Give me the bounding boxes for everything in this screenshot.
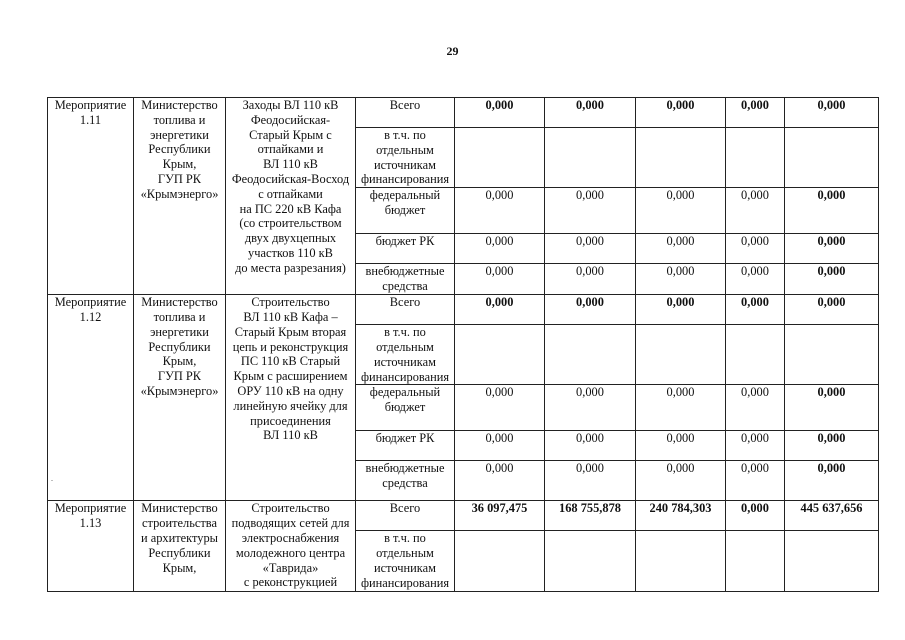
funding-source-line: Всего bbox=[389, 501, 421, 516]
funding-source-line: финансирования bbox=[360, 369, 450, 384]
page-number: 29 bbox=[446, 44, 459, 58]
value-col-1: 0,000 bbox=[455, 98, 545, 128]
event-name-cell-line: Строительство bbox=[251, 501, 330, 516]
event-name-cell-line: «Таврида» bbox=[262, 560, 319, 575]
funding-source-cell bbox=[356, 128, 455, 188]
event-name-cell-line: на ПС 220 кВ Кафа bbox=[239, 201, 342, 216]
value-total: 0,000 bbox=[785, 264, 879, 295]
executor-cell-line: Республики bbox=[148, 339, 211, 354]
value-col-2: 0,000 bbox=[545, 385, 636, 431]
value-col-1: 0,000 bbox=[455, 461, 545, 501]
event-name-cell-line: линейную ячейку для bbox=[233, 398, 348, 413]
value-total: 0,000 bbox=[785, 431, 879, 461]
funding-source-line: бюджет РК bbox=[375, 431, 435, 446]
event-name-cell-line: с отпайками bbox=[258, 186, 323, 201]
value-col-3 bbox=[636, 325, 726, 385]
value-total bbox=[785, 325, 879, 385]
value-col-1: 0,000 bbox=[455, 234, 545, 264]
executor-cell-line: Министерство bbox=[141, 98, 218, 112]
event-cell-line: Мероприятие bbox=[54, 295, 127, 310]
event-name-cell-line: цепь и реконструкция bbox=[232, 339, 349, 354]
funding-source-line: внебюджетные bbox=[365, 461, 445, 476]
executor-cell bbox=[134, 295, 226, 501]
event-cell-line: Мероприятие bbox=[54, 501, 127, 516]
value-col-1: 0,000 bbox=[455, 188, 545, 234]
executor-cell-line: строительства bbox=[142, 516, 217, 531]
event-name-cell-line: двух двухцепных bbox=[244, 231, 337, 246]
value-col-2: 0,000 bbox=[545, 188, 636, 234]
event-name-cell-line: ПС 110 кВ Старый bbox=[240, 354, 341, 369]
value-col-4 bbox=[726, 325, 785, 385]
funding-source-line: отдельным bbox=[376, 142, 434, 157]
executor-cell-line: топлива и bbox=[153, 112, 206, 127]
value-col-4: 0,000 bbox=[726, 461, 785, 501]
event-name-cell-line: Строительство bbox=[251, 295, 330, 310]
funding-source-line: отдельным bbox=[376, 339, 434, 354]
executor-cell-line: топлива и bbox=[153, 309, 206, 324]
value-col-4 bbox=[726, 531, 785, 591]
executor-cell-line: Республики bbox=[148, 142, 211, 157]
financing-table-body bbox=[48, 98, 879, 592]
table-row bbox=[48, 98, 879, 128]
value-col-4: 0,000 bbox=[726, 98, 785, 128]
value-col-2: 0,000 bbox=[545, 98, 636, 128]
stray-mark: . bbox=[51, 474, 53, 483]
funding-source-line: федеральный bbox=[369, 188, 441, 203]
event-name-cell-line: с реконструкцией bbox=[243, 575, 338, 590]
funding-source-cell bbox=[356, 234, 455, 264]
executor-cell-line: «Крымэнерго» bbox=[140, 186, 219, 201]
event-cell-line: 1.11 bbox=[79, 112, 102, 127]
event-name-cell-line: подводящих сетей для bbox=[231, 516, 350, 531]
event-name-cell-line: Старый Крым с bbox=[249, 127, 332, 142]
value-col-3: 0,000 bbox=[636, 461, 726, 501]
value-total: 0,000 bbox=[785, 98, 879, 128]
funding-source-line: финансирования bbox=[360, 575, 450, 590]
executor-cell-line: энергетики bbox=[150, 127, 209, 142]
value-total bbox=[785, 531, 879, 591]
event-name-cell-line: Крым с расширением bbox=[233, 369, 348, 384]
value-col-2: 0,000 bbox=[545, 295, 636, 325]
executor-cell-line: Республики bbox=[148, 545, 211, 560]
event-cell-line: 1.12 bbox=[79, 309, 102, 324]
event-cell bbox=[48, 98, 134, 295]
executor-cell-line: Крым, bbox=[162, 157, 197, 172]
value-col-4: 0,000 bbox=[726, 295, 785, 325]
value-col-1: 0,000 bbox=[455, 385, 545, 431]
value-total: 0,000 bbox=[785, 295, 879, 325]
event-name-cell-line: Старый Крым вторая bbox=[234, 324, 347, 339]
value-col-1 bbox=[455, 531, 545, 591]
funding-source-line: Всего bbox=[389, 98, 421, 112]
value-total: 0,000 bbox=[785, 234, 879, 264]
event-name-cell bbox=[226, 98, 356, 295]
value-total: 0,000 bbox=[785, 385, 879, 431]
funding-source-cell bbox=[356, 264, 455, 295]
executor-cell-line: «Крымэнерго» bbox=[140, 383, 219, 398]
value-col-4: 0,000 bbox=[726, 234, 785, 264]
funding-source-line: бюджет РК bbox=[375, 234, 435, 249]
funding-source-cell bbox=[356, 501, 455, 531]
value-col-3 bbox=[636, 531, 726, 591]
executor-cell-line: Министерство bbox=[141, 295, 218, 310]
event-name-cell bbox=[226, 501, 356, 591]
value-col-2 bbox=[545, 531, 636, 591]
value-col-2: 0,000 bbox=[545, 461, 636, 501]
executor-cell-line: и архитектуры bbox=[141, 530, 218, 545]
event-name-cell-line: Заходы ВЛ 110 кВ bbox=[242, 98, 339, 112]
financing-table bbox=[47, 97, 879, 592]
funding-source-line: источникам bbox=[374, 157, 436, 172]
funding-source-line: средства bbox=[382, 278, 428, 293]
value-col-2: 0,000 bbox=[545, 234, 636, 264]
event-cell-line: Мероприятие bbox=[54, 98, 127, 112]
funding-source-cell bbox=[356, 431, 455, 461]
value-col-4: 0,000 bbox=[726, 264, 785, 295]
value-total: 0,000 bbox=[785, 461, 879, 501]
value-col-3: 0,000 bbox=[636, 431, 726, 461]
value-col-4: 0,000 bbox=[726, 501, 785, 531]
value-total: 0,000 bbox=[785, 188, 879, 234]
value-total: 445 637,656 bbox=[785, 501, 879, 531]
event-name-cell-line: Феодосийская- bbox=[250, 112, 331, 127]
value-col-1: 0,000 bbox=[455, 431, 545, 461]
value-col-1: 0,000 bbox=[455, 295, 545, 325]
value-col-4 bbox=[726, 128, 785, 188]
executor-cell-line: ГУП РК bbox=[157, 369, 202, 384]
funding-source-line: Всего bbox=[389, 295, 421, 310]
table-row bbox=[48, 295, 879, 325]
value-col-3: 0,000 bbox=[636, 264, 726, 295]
executor-cell-line: Министерство bbox=[141, 501, 218, 516]
executor-cell-line: энергетики bbox=[150, 324, 209, 339]
funding-source-cell bbox=[356, 188, 455, 234]
funding-source-cell bbox=[356, 531, 455, 591]
funding-source-line: федеральный bbox=[369, 385, 441, 400]
funding-source-line: средства bbox=[382, 476, 428, 491]
funding-source-line: финансирования bbox=[360, 172, 450, 187]
executor-cell bbox=[134, 501, 226, 591]
funding-source-line: бюджет bbox=[384, 400, 426, 415]
funding-source-line: в т.ч. по bbox=[384, 325, 426, 340]
executor-cell bbox=[134, 98, 226, 295]
value-col-3: 0,000 bbox=[636, 295, 726, 325]
funding-source-cell bbox=[356, 295, 455, 325]
value-col-3: 240 784,303 bbox=[636, 501, 726, 531]
executor-cell-line: ГУП РК bbox=[157, 171, 202, 186]
event-cell bbox=[48, 295, 134, 501]
funding-source-line: в т.ч. по bbox=[384, 531, 426, 546]
value-col-3: 0,000 bbox=[636, 234, 726, 264]
value-col-2 bbox=[545, 325, 636, 385]
executor-cell-line: Крым, bbox=[162, 354, 197, 369]
event-name-cell-line: присоединения bbox=[250, 413, 331, 428]
value-total bbox=[785, 128, 879, 188]
funding-source-line: источникам bbox=[374, 560, 436, 575]
event-name-cell-line: ОРУ 110 кВ на одну bbox=[237, 383, 344, 398]
event-name-cell-line: Феодосийская-Восход bbox=[231, 171, 350, 186]
event-name-cell-line: участков 110 кВ bbox=[248, 245, 333, 260]
event-name-cell-line: электроснабжения bbox=[241, 530, 340, 545]
value-col-1: 36 097,475 bbox=[455, 501, 545, 531]
value-col-2 bbox=[545, 128, 636, 188]
value-col-1: 0,000 bbox=[455, 264, 545, 295]
value-col-3: 0,000 bbox=[636, 98, 726, 128]
event-cell bbox=[48, 501, 134, 591]
event-cell-line: 1.13 bbox=[79, 516, 102, 531]
event-name-cell-line: молодежного центра bbox=[235, 545, 346, 560]
value-col-1 bbox=[455, 325, 545, 385]
value-col-4: 0,000 bbox=[726, 431, 785, 461]
value-col-3 bbox=[636, 128, 726, 188]
value-col-3: 0,000 bbox=[636, 188, 726, 234]
table-row bbox=[48, 501, 879, 531]
funding-source-cell bbox=[356, 461, 455, 501]
value-col-4: 0,000 bbox=[726, 385, 785, 431]
event-name-cell-line: ВЛ 110 кВ Кафа – bbox=[243, 309, 338, 324]
funding-source-line: бюджет bbox=[384, 202, 426, 217]
funding-source-line: в т.ч. по bbox=[384, 128, 426, 142]
event-name-cell-line: ВЛ 110 кВ bbox=[263, 428, 318, 443]
funding-source-line: внебюджетные bbox=[365, 264, 445, 279]
value-col-4: 0,000 bbox=[726, 188, 785, 234]
funding-source-line: источникам bbox=[374, 354, 436, 369]
funding-source-cell bbox=[356, 385, 455, 431]
event-name-cell bbox=[226, 295, 356, 501]
value-col-3: 0,000 bbox=[636, 385, 726, 431]
funding-source-cell bbox=[356, 325, 455, 385]
executor-cell-line: Крым, bbox=[162, 560, 197, 575]
event-name-cell-line: отпайками и bbox=[257, 142, 324, 157]
value-col-1 bbox=[455, 128, 545, 188]
value-col-2: 0,000 bbox=[545, 431, 636, 461]
value-col-2: 0,000 bbox=[545, 264, 636, 295]
event-name-cell-line: до места разрезания) bbox=[235, 260, 346, 275]
event-name-cell-line: (со строительством bbox=[239, 216, 342, 231]
event-name-cell-line: ВЛ 110 кВ bbox=[263, 157, 318, 172]
value-col-2: 168 755,878 bbox=[545, 501, 636, 531]
funding-source-cell bbox=[356, 98, 455, 128]
funding-source-line: отдельным bbox=[376, 546, 434, 561]
